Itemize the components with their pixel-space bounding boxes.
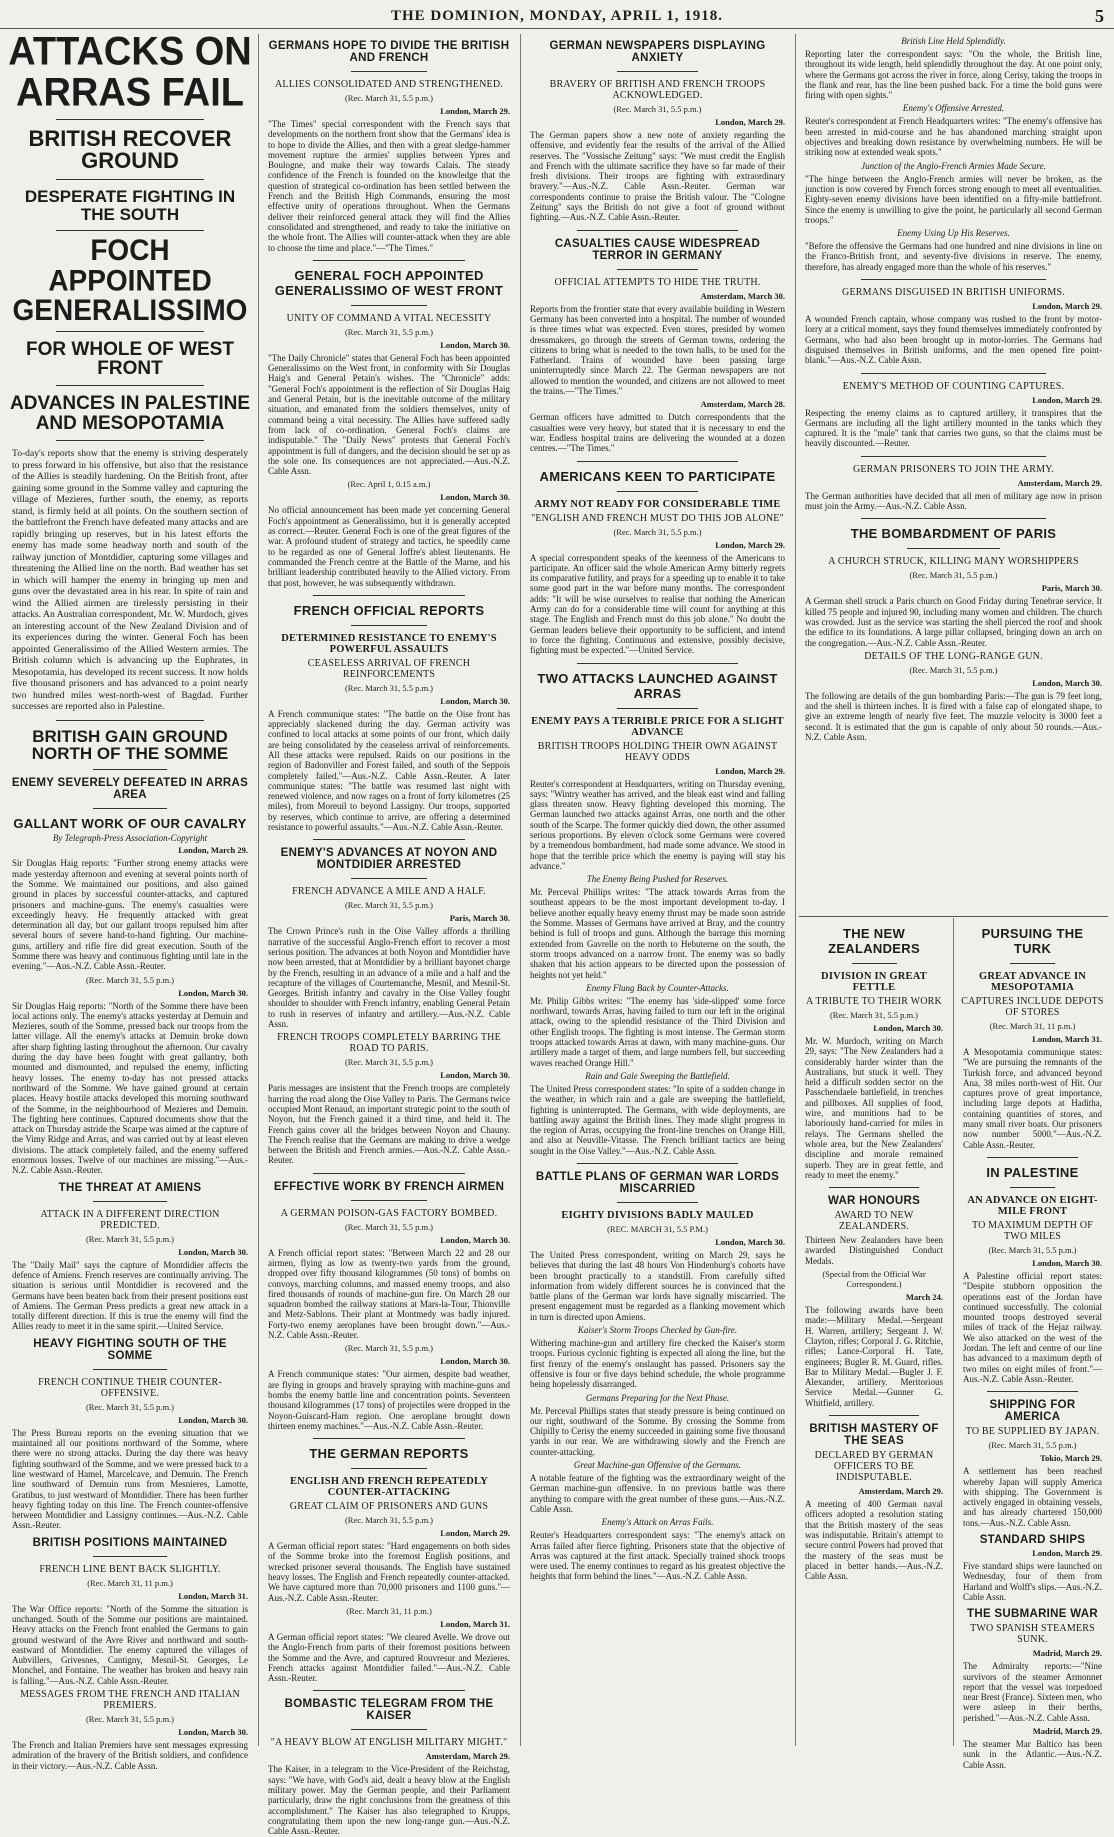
dateline: London, March 29. bbox=[440, 106, 510, 116]
dateline: Madrid, March 29. bbox=[1032, 1648, 1102, 1659]
headline-5: FOR WHOLE OF WEST FRONT bbox=[26, 338, 234, 380]
article-text: "The hinge between the Anglo-French armies will never be broken, as the junction is now covered by French forces strong enough to meet all eventualities. Eighty-seven enemy divisions have been identified on a fifty-mile battlefront. Since the enemy is unwilling to give the point, he particularly all second German troops." bbox=[805, 173, 1102, 225]
dateline: London, March 29. bbox=[715, 117, 785, 127]
received-line: (Rec. March 31, 5.5 p.m.) bbox=[344, 1343, 434, 1354]
subhead: A TRIBUTE TO THEIR WORK bbox=[806, 996, 942, 1007]
received-line: (Rec. March 31, 11 p.m.) bbox=[989, 1021, 1076, 1031]
headline-7: BRITISH GAIN GROUND NORTH OF THE SOMME bbox=[31, 726, 229, 763]
subhead: EIGHTY DIVISIONS BADLY MAULED bbox=[561, 1210, 754, 1221]
column-4b bbox=[957, 920, 1108, 1770]
article-text: A Mesopotamia communique states: "We are pursuing the remnants of the Turkish force, and advanced beyond Ana, 38 miles north-west of Hit. Our captures prove of great importance, including large depots at Haditha, containing quantities of stores, and many small river boats. Our prisoners now number 5000."—Aus.-N.Z. Cable Assn.-Reuter. bbox=[963, 1047, 1102, 1150]
headline-4: FOCH APPOINTED GENERALISSIMO bbox=[12, 233, 248, 327]
subhead: ATTACK IN A DIFFERENT DIRECTION PREDICTED. bbox=[40, 1208, 220, 1231]
headline-3: DESPERATE FIGHTING IN THE SOUTH bbox=[24, 187, 236, 224]
received-line: (Rec. March 31, 5.5 p.m.) bbox=[344, 326, 434, 337]
subhead: GREAT ADVANCE IN MESOPOTAMIA bbox=[978, 971, 1087, 993]
section-subhead: Rain and Gale Sweeping the Battlefield. bbox=[585, 1070, 730, 1081]
article-text: The Kaiser, in a telegram to the Vice-President of the Reichstag, says: "We have, with God's aid, dealt a heavy blow at the English military power. May the German people, and their Parliament particularly, draw the right conclusions from the greatness of this accomplishment." The Kaiser has also telegraphed to Krupps, congratulating them upon the new long-range gun.—Aus.-N.Z. Cable Assn.-Reuter. bbox=[268, 1764, 510, 1837]
subhead: FRENCH TROOPS COMPLETELY BARRING THE ROAD TO PARIS. bbox=[277, 1032, 501, 1055]
dateline: London, March 30. bbox=[178, 1727, 248, 1738]
dateline: London, March 29. bbox=[440, 1528, 510, 1539]
subhead: DECLARED BY GERMAN OFFICERS TO BE INDISPUTABLE. bbox=[814, 1450, 934, 1484]
headline-6: ADVANCES IN PALESTINE AND MESOPOTAMIA bbox=[10, 393, 250, 434]
article-text: A French communique states: "The battle on the Oise front has appreciably slackened during the day. German activity was confined to local attacks at some points of our front, which daily are being consolidated by the ceaseless arrival of reinforcements. All these attacks were repulsed. Raids on our positions in the region of Badonviller and Forest failed, and south of the Seppois completely failed."—Aus.-N.Z. Cable Assn.-Reuter. A later communique states: "The battle was resumed last night with renewed violence, and now rages on a front of forty kilometres (25 miles), from Moreuil to beyond Lassigny. Our troops, supported by reserves, which continue to arrive, are offering a determined resistance to powerful assaults."—Aus.-N.Z. Cable Assn.-Reuter. bbox=[268, 708, 510, 833]
subhead: DETERMINED RESISTANCE TO ENEMY'S POWERFUL ASSAULTS bbox=[281, 632, 497, 655]
article-text: The German authorities have decided that all men of military age now in prison must join the Army.—Aus.-N.Z. Cable Assn. bbox=[805, 490, 1102, 512]
headline: BRITISH MASTERY OF THE SEAS bbox=[809, 1423, 939, 1448]
subhead: "A HEAVY BLOW AT ENGLISH MILITARY MIGHT." bbox=[270, 1737, 508, 1749]
masthead-title: THE DOMINION, MONDAY, APRIL 1, 1918. bbox=[390, 8, 723, 24]
section-subhead: Germans Preparing for the Next Phase. bbox=[585, 1392, 730, 1403]
dateline: London, March 30. bbox=[440, 1356, 510, 1367]
subhead: GERMAN PRISONERS TO JOIN THE ARMY. bbox=[852, 463, 1055, 475]
section-subhead: The Enemy Being Pushed for Reserves. bbox=[586, 874, 729, 885]
dateline: London, March 31. bbox=[440, 1618, 510, 1629]
subhead: BRITISH POSITIONS MAINTAINED bbox=[32, 1536, 228, 1549]
dateline: London, March 30. bbox=[440, 339, 510, 350]
article-text: German officers have admitted to Dutch correspondents that the casualties were very heavy, but stated that it is necessary to end the war. Endless hospital trains are delivering the wounded at a dozen centres.—"The Times." bbox=[530, 412, 785, 454]
dateline: Madrid, March 29. bbox=[1032, 1725, 1102, 1736]
received-line: (Rec. March 31, 5.5 p.m.) bbox=[613, 104, 702, 114]
dateline: Amsterdam, March 29. bbox=[425, 1751, 510, 1762]
headline: AMERICANS KEEN TO PARTICIPATE bbox=[539, 468, 776, 484]
headline: FRENCH OFFICIAL REPORTS bbox=[293, 602, 485, 618]
received-line: (Rec. March 31, 5.5 p.m.) bbox=[988, 1244, 1077, 1255]
subhead: TO BE SUPPLIED BY JAPAN. bbox=[965, 1426, 1100, 1438]
section-subhead: Enemy Using Up His Reserves. bbox=[897, 228, 1010, 239]
article-text: A German shell struck a Paris church on Good Friday during Tenebrae service. It killed 75 people and injured 90, including many women and children. The church was crowded. Just as the service was starting the shell pierced the roof and shook the edifice to its foundations. A large pillar collapsed, bringing down an arch on the congregation.—Aus.-N.Z. Cable Assn.-Reuter. bbox=[805, 596, 1102, 648]
article-text: The United Press correspondent, writing on March 29, says he believes that during the last 48 hours Von Hindenburg's cohorts have been brought practically to a standstill. From carefully sifted information from widely different sources he is convinced that the battle plans of the German war lords have signally miscarried. The present engagement must be regarded as a flanking movement which in turn is directed upon Amiens. bbox=[530, 1250, 785, 1322]
article-text: Sir Douglas Haig reports: "Further strong enemy attacks were made yesterday afternoon and evening at several points north of the Somme. We maintained our positions, and also gained ground in places by successful counter-attacks, and captured prisoners and machine-guns. The enemy's casualties were exceedingly heavy. He frequently attacked with great determination all day, but our gallant troops repulsed him after several hours of severe hand-to-hand fighting. Our machine-guns, artillery and rifle fire did great execution. South of the Somme there was heavy and continuous fighting until late in the evening."—Aus.-N.Z. Cable Assn.-Reuter. bbox=[12, 858, 248, 972]
headline: GENERAL FOCH APPOINTED GENERALISSIMO OF WEST FRONT bbox=[274, 267, 504, 298]
subhead: ENEMY PAYS A TERRIBLE PRICE FOR A SLIGHT ADVANCE bbox=[531, 715, 784, 738]
subhead: THE THREAT AT AMIENS bbox=[58, 1181, 202, 1194]
subhead: ARMY NOT READY FOR CONSIDERABLE TIME bbox=[534, 498, 781, 510]
article-text: A Palestine official report states: "Despite stubborn opposition the operations east of the Jordan have continued successfully. The colonial mounted troops destroyed several miles of track of the Hejaz railway. We also attacked on the west of the Jordan. The left and centre of our line has advanced to a maximum depth of two miles on eight miles of front."—Aus.-N.Z. Cable Assn.-Reuter. bbox=[963, 1270, 1102, 1384]
headline: BATTLE PLANS OF GERMAN WAR LORDS MISCARRIED bbox=[535, 1171, 780, 1195]
subhead: AWARD TO NEW ZEALANDERS. bbox=[834, 1210, 914, 1233]
received-line: (Rec. March 31, 5.5 p.m.) bbox=[85, 1401, 175, 1412]
subhead: HEAVY FIGHTING SOUTH OF THE SOMME bbox=[33, 1337, 227, 1362]
headline: STANDARD SHIPS bbox=[979, 1534, 1086, 1547]
subhead: A CHURCH STRUCK, KILLING MANY WORSHIPPERS bbox=[828, 556, 1079, 568]
received-line: (Rec. March 31, 5.5 p.m.) bbox=[344, 93, 434, 103]
section-subhead: Enemy's Attack on Arras Fails. bbox=[601, 1517, 714, 1528]
headline: WAR HONOURS bbox=[827, 1195, 921, 1208]
received-line: (Rec. March 31, 5.5 p.m.) bbox=[85, 1714, 175, 1725]
article-text: Reuter's correspondent at Headquarters, writing on Thursday evening, says: "Wintry weather has arrived, and the bleak east wind and falling glass threaten snow. Heavy fighting developed this morning. The German launched two attacks against Arras, one north and the other south of the Scarpe. The former quickly died down, the other assumed serious proportions. By eleven o'clock some Germans were covered by a tremendous bombardment, had made some advance. We stood in hope that the terrible price which the enemy is paying will stay his advance." bbox=[530, 778, 785, 871]
article-text: A wounded French captain, whose company was rushed to the front by motor-lorry at a critical moment, says they found themselves immediately confronted by Germans, who had also been brought up in motor-lorries. The Germans had disguised themselves in British uniforms, and the men opened fire point-blank."—Aus.-N.Z. Cable Assn. bbox=[805, 314, 1102, 366]
masthead bbox=[0, 4, 1114, 29]
subhead: FRENCH ADVANCE A MILE AND A HALF. bbox=[292, 886, 486, 898]
column-rule bbox=[953, 918, 954, 1746]
headline: THE BOMBARDMENT OF PARIS bbox=[850, 526, 1057, 542]
article-text: A meeting of 400 German naval officers adopted a resolution stating that the British mastery of the seas was indisputable. Britain's attempt to secure control Powers had proved that the mastery of the seas must be placed in better hands.—Aus.-N.Z. Cable Assn. bbox=[805, 1499, 943, 1582]
article-text: No official announcement has been made yet concerning General Foch's appointment as Generalissimo, but it is generally accepted as correct.—Reuter. General Foch is one of the great figures of the war. A profound student of strategy and tactics, he speedily came to be regarded as one of General Joffre's ablest lieutenants. He commanded the French centre at the Battle of the Marne, and his brilliant leadership contributed heavily to the Allied victory. From that post, however, he was subsequently withdrawn. bbox=[268, 505, 510, 588]
dateline: London, March 30. bbox=[440, 695, 510, 706]
section-subhead: Kaiser's Storm Troops Checked by Gun-fire. bbox=[577, 1325, 738, 1336]
dateline: London, March 29. bbox=[1032, 394, 1102, 405]
received-line: (Rec. March 31, 11 p.m.) bbox=[87, 1577, 173, 1588]
article-text: The steamer Mar Baltico has been sunk in the Atlantic.—Aus.-N.Z. Cable Assn. bbox=[963, 1738, 1102, 1770]
article-text: Reuter's Headquarters correspondent says: "The enemy's attack on Arras failed after fierce fighting. Prisoners state that the objective of Arras was captured at the first attack. Specially trained shock troops were used. The enemy continues to regard as his greatest objective the heights that form behind the lines."—Aus.-N.Z. Cable Assn. bbox=[530, 1530, 785, 1582]
headline: ENEMY'S ADVANCES AT NOYON AND MONTDIDIER ARRESTED bbox=[280, 847, 498, 872]
section-subhead: Enemy Flung Back by Counter-Attacks. bbox=[586, 982, 729, 993]
article-text: Mr. Perceval Phillips writes: "The attack towards Arras from the southeast appears to be the most important development to-day. I believe another equally heavy enemy thrust may be made soon astride the Somme. Masses of Germans have arrived at Bray, and the country behind is full of troops and guns. Although the barrage this morning extended from Gavrelle on the north to Hebuterne on the south, the storm troops advanced on a narrow front. The enemy was so badly shaken that his action appears to be directed upon the possession of heights not yet held." bbox=[530, 887, 785, 980]
subhead: AN ADVANCE ON EIGHT-MILE FRONT bbox=[967, 1194, 1098, 1217]
article-text: Paris messages are insistent that the French troops are completely barring the road along the Oise Valley to Paris. The Germans twice occupied Mont Renaud, an important strategic point to the south of Noyon, but the French gained it a third time, and held it. The French gains cover all the bridges between Noyon and Chauny. The French realise that the Germans are making to drive a wedge between the British and French armies.—Aus.-N.Z. Cable Assn.-Reuter. bbox=[268, 1083, 510, 1166]
article-text: Mr. W. Murdoch, writing on March 29, says: "The New Zealanders had a considerably harder winter than the Australians, but stuck it well. They held a difficult sodden sector on the Passchendaele battlefield, in trenches and pillboxes. All supplies of food, wire, and munitions had to be laboriously hand-carried for miles in relays. The Germans shelled the whole area, but the New Zealanders' discipline and morale remained superb. They are in great fettle, and ready to meet the enemy." bbox=[805, 1036, 943, 1180]
headline: GERMANS HOPE TO DIVIDE THE BRITISH AND FRENCH bbox=[268, 40, 510, 64]
dateline: London, March 29. bbox=[715, 765, 785, 776]
subhead: GERMANS DISGUISED IN BRITISH UNIFORMS. bbox=[842, 287, 1065, 299]
dateline: London, March 31. bbox=[1032, 1034, 1102, 1044]
dateline: London, March 29. bbox=[1032, 301, 1102, 312]
dateline: London, March 30. bbox=[440, 1234, 510, 1245]
section-subhead: Great Machine-gun Offensive of the Germans. bbox=[573, 1460, 742, 1471]
dateline: March 24. bbox=[905, 1292, 943, 1303]
subhead: FRENCH LINE BENT BACK SLIGHTLY. bbox=[39, 1563, 221, 1575]
subhead: TWO SPANISH STEAMERS SUNK. bbox=[970, 1623, 1095, 1646]
headline: TWO ATTACKS LAUNCHED AGAINST ARRAS bbox=[537, 670, 778, 701]
dateline: Paris, March 30. bbox=[449, 913, 510, 924]
dateline: London, March 30. bbox=[178, 1246, 248, 1257]
subhead: FRENCH CONTINUE THEIR COUNTER-OFFENSIVE. bbox=[38, 1376, 222, 1399]
article-text: "The Times" special correspondent with the French says that developments on the northern front show that the Germans' idea is to hope to divide the Allies, and then with a great sledge-hammer movement rupture the armies' supplies between Ypres and Boulogne, and make their way towards Calais. The steady confidence of the French is founded on the knowledge that the question of strategical co-ordination has been settled between the French and the British High Commands, ensuring the most effective unity of operations throughout. When the Germans deliver their reinforced general attack they will find the Allies consolidated and strengthened, and ready to take the initiative on the whole front. The Allies will counter-attack when they are able to choose the time and place."—"The Times." bbox=[268, 119, 510, 253]
article-text: A notable feature of the fighting was the extraordinary weight of the German machine-gun offensive. In no previous battle was there anything to compare with the great number of these guns.—Aus.-N.Z. Cable Assn. bbox=[530, 1473, 785, 1514]
article-text: A settlement has been reached whereby Japan will supply America with shipping. The Government is actively engaged in obtaining vessels, and has already chartered 150,000 tons.—Aus.-N.Z. Cable Assn. bbox=[963, 1466, 1102, 1528]
article-text: The United Press correspondent states: "In spite of a sudden change in the weather, in which rain and a gale are sweeping the battlefield, fighting is uninterrupted. The Germans, with wide deployments, are battling away against the British lines. They made slight progress in the region of Arras, occupying the front-line trenches on Orange Hill, and also at Neuville-Vitasse. The French brilliant tactics are being sought in the Oise Valley."—Aus.-N.Z. Cable Assn. bbox=[530, 1083, 785, 1156]
article-text: A German official report states: "Hard engagements on both sides of the Somme broke into the foremost English positions, and wrecked prisoner several thousands. The English have sustained heavy losses. The English and French repeatedly counter-attacked. We have captured more than 70,000 prisoners and 1100 guns."—Aus.-N.Z. Cable Assn.-Reuter. bbox=[268, 1541, 510, 1603]
dateline: London, March 29. bbox=[178, 845, 248, 856]
article-text: A special correspondent speaks of the keenness of the Americans to participate. An officer said the whole American Army bitterly regrets its comparative futility, and prays for a speeding up to enable it to take some good part in the war before many months. The correspondent adds: "It will be wise ourselves to realise that nothing the American Army can do for a considerable time will count for anything at this stage. The English and French must do this job alone." No doubt the German leaders believe their opportunity to be sufficient, and intend to force the fighting. Continuous and extensive, possibly decisive, fighting must be expected."—United Service. bbox=[530, 552, 785, 656]
article-text: A German official report states: "We cleared Avelle. We drove out the Anglo-French from parts of their foremost positions between the Somme and the Avre, and captured Rouvresur and Mezieres. French attacks against Montdidier failed."—Aus.-N.Z. Cable Assn.-Reuter. bbox=[268, 1631, 510, 1684]
dateline: Paris, March 30. bbox=[1041, 583, 1102, 594]
column-1 bbox=[6, 29, 254, 1771]
headline: THE NEW ZEALANDERS bbox=[828, 926, 920, 956]
column-rule bbox=[258, 34, 259, 1746]
dateline: Amsterdam, March 29. bbox=[858, 1486, 943, 1497]
article-text: Thirteen New Zealanders have been awarded Distinguished Conduct Medals. bbox=[805, 1235, 943, 1266]
article-text: Five standard ships were launched on Wednesday, four of them from Harland and Wolff's slips.—Aus.-N.Z. Cable Assn. bbox=[963, 1561, 1102, 1602]
dateline: London, March 29. bbox=[1032, 1548, 1102, 1559]
article-text: Mr. Philip Gibbs writes: "The enemy has 'side-slipped' some force northward, towards Arras, having failed to turn our left in the original attack, owing to the splendid resistance of the Third Division and other English troops. The fighting is most intense. The German storm troops attacked towards Arras at dawn, with many machine-guns. Our artillery made a target of them, and large numbers fell, but succeeding waves reached Orange Hill." bbox=[530, 995, 785, 1068]
article-text: Reuter's correspondent at French Headquarters writes: "The enemy's offensive has been arrested in mid-course and he has abandoned marching straight upon objectives and breaking down resistance by overwhelming numbers. He will be striking now at extended weak spots." bbox=[805, 116, 1102, 158]
received-line: (Rec. April 1, 0.15 a.m.) bbox=[347, 479, 431, 490]
page-number: 5 bbox=[1095, 6, 1104, 26]
article-text: The following are details of the gun bombarding Paris:—The gun is 79 feet long, and the shell is thirteen inches. It is fired with a false cap of elongated shape, to give an extreme length of nearly five feet. The muzzle velocity is 3000 feet a second. It is estimated that the gun is capable of only about 50 rounds.—Aus.-N.Z. Cable Assn. bbox=[805, 690, 1102, 742]
section-subhead: British Line Held Splendidly. bbox=[901, 36, 1006, 46]
headline-2: BRITISH RECOVER GROUND bbox=[28, 125, 232, 173]
headline: GERMAN NEWSPAPERS DISPLAYING ANXIETY bbox=[549, 40, 766, 64]
dateline: Amsterdam, March 30. bbox=[700, 290, 785, 301]
subhead: GALLANT WORK OF OUR CAVALRY bbox=[13, 816, 247, 832]
headline: THE SUBMARINE WAR bbox=[967, 1608, 1098, 1621]
headline: SHIPPING FOR AMERICA bbox=[989, 1399, 1076, 1424]
received-line: (Rec. March 31, 5.5 p.m.) bbox=[909, 664, 998, 675]
dateline: London, March 30. bbox=[1032, 677, 1102, 688]
received-line: (Rec. March 31, 5.5 p.m.) bbox=[988, 1440, 1077, 1451]
dateline: London, March 30. bbox=[873, 1023, 943, 1033]
dateline: Tokio, March 29. bbox=[1040, 1453, 1102, 1464]
headline: THE GERMAN REPORTS bbox=[309, 1446, 469, 1462]
subhead: BRAVERY OF BRITISH AND FRENCH TROOPS ACKNOWLEDGED. bbox=[549, 79, 766, 101]
article-text: The Crown Prince's rush in the Oise Valley affords a thrilling narrative of the successful Anglo-French effort to recover a most serious position. The advances at both Noyon and Montdidier have now been arrested, that at Montdidier by a brilliant bayonet charge by the French, resulting in an advance of a mile and a half and the recapture of the villages of Courtemanche, Mesnil, and Mesnil-St. Georges. British infantry and cavalry in the Oise Valley fought shoulder to shoulder with French infantry, enabling General Petain to rush in reserves of infantry and artillery.—Aus.-N.Z. Cable Assn. bbox=[268, 926, 510, 1030]
article-text: The German papers show a new note of anxiety regarding the offensive, and evidently fear the results of the arrival of the Allied reserves. The "Vossische Zeitung" says: "We must credit the English and French with the ultimate sacrifice they have so far made of their fresh divisions. Their troops are fighting with extraordinary bravery."—Aus.-N.Z. Cable Assn.-Reuter. German war correspondents continue to praise the British valour. The "Cologne Zeitung" says the British do not give a foot of ground without fighting.—Aus.-N.Z. Cable Assn.-Reuter. bbox=[530, 130, 785, 223]
subhead: "ENGLISH AND FRENCH MUST DO THIS JOB ALONE" bbox=[531, 512, 784, 524]
subhead: MESSAGES FROM THE FRENCH AND ITALIAN PREMIERS. bbox=[20, 1689, 240, 1712]
subhead: CEASELESS ARRIVAL OF FRENCH REINFORCEMENTS bbox=[307, 657, 471, 680]
headline: EFFECTIVE WORK BY FRENCH AIRMEN bbox=[273, 1180, 505, 1193]
article-text: Withering machine-gun and artillery fire checked the Kaiser's storm troops. Furious cyclonic fighting is expected all along the line, but the first frenzy of the enemy's onslaught has passed. Prisoners say the offensive is four or five days behind schedule, the whole programme being hopelessly disarranged. bbox=[530, 1338, 785, 1390]
received-line: (Rec. March 31, 5.5 p.m.) bbox=[344, 1221, 434, 1232]
dateline: London, March 30. bbox=[715, 1237, 785, 1247]
section-subhead: Junction of the Anglo-French Armies Made Secure. bbox=[861, 160, 1046, 171]
dateline: London, March 30. bbox=[440, 1070, 510, 1081]
dateline: London, March 30. bbox=[440, 492, 510, 503]
column-rule bbox=[795, 34, 796, 1746]
received-line: (Rec. March 31, 11 p.m.) bbox=[346, 1605, 432, 1616]
received-line: (Rec. March 31, 5.5 p.m.) bbox=[829, 1010, 919, 1020]
article-text: The French and Italian Premiers have sent messages expressing admiration of the bravery of the British soldiers, and confidence in their victory.—Aus.-N.Z. Cable Assn. bbox=[12, 1740, 248, 1771]
article-text: Mr. Perceval Phillips states that steady pressure is being continued on our right, southward of the Somme. By crossing the Somme from Chipilly to Cerisy the enemy succeeded in gaining some five thousand yards in our rear. We are withdrawing slowly and the French are counter-attacking. bbox=[530, 1405, 785, 1457]
dateline: London, March 29. bbox=[715, 539, 785, 550]
subhead: A GERMAN POISON-GAS FACTORY BOMBED. bbox=[280, 1207, 498, 1219]
dateline: Amsterdam, March 29. bbox=[1017, 477, 1102, 488]
subhead: OFFICIAL ATTEMPTS TO HIDE THE TRUTH. bbox=[554, 276, 761, 288]
article-text: A French communique states: "Our airmen, despite bad weather, are flying in groups and bravely spraying with machine-guns and bombs the enemy battle line and concentration points. Seventeen thousand kilogrammes (17 tons) of projectiles were dropped in the Noyon-Guiscard-Ham region. One aeroplane brought down thirteen enemy machines."—Aus.-N.Z. Cable Assn.-Reuter. bbox=[268, 1369, 510, 1431]
column-2 bbox=[262, 34, 516, 1837]
article-text: The War Office reports: "North of the Somme the situation is unchanged. South of the Somme our positions are maintained. Heavy attacks on the French front enabled the Germans to gain ground westward of the Avre River and northward and south-eastward of Montdidier. The enemy captured the villages of Aubvillers, Grivesnes, Cantigny, Mesnil-St. Georges, Le Monchel, and Fontaine. The weather has broken and heavy rain is falling."—Aus.-N.Z. Cable Assn.-Reuter. bbox=[12, 1603, 248, 1686]
received-line: (REC. MARCH 31, 5.5 P.M.) bbox=[607, 1224, 708, 1234]
dateline: London, March 31. bbox=[178, 1590, 248, 1601]
subhead: ENEMY SEVERELY DEFEATED IN ARRAS AREA bbox=[11, 777, 249, 802]
subhead: CAPTURES INCLUDE DEPOTS OF STORES bbox=[961, 996, 1104, 1018]
article-text: Reports from the frontier state that every available building in Western Germany has been converted into a hospital. The number of wounded is three times what was expected. Even stores, presided by women dressmakers, go through the streets of German towns, ordering the citizens to bring what is needed to the town halls, to be used for the Fatherland. Trains of wounded have been passing large uninterruptedly since March 22. The German newspapers are not allowed to mention the wounded, and citizens are not allowed to meet the trains.—"The Times." bbox=[530, 303, 785, 397]
article-text: Sir Douglas Haig reports: "North of the Somme there have been local actions only. The enemy's attacks yesterday at Demuin and Mezieres, south of the Somme, pressed back our troops from the latter village. All the enemy's attacks at Demuin broke down after sharp fighting lasting throughout the afternoon. Our cavalry during the day have been fought with great gallantry, both mounted and dismounted, and repulsed the enemy, inflicting heavy losses. The enemy to-day has not pressed attacks northward of the Somme. We have gained ground at certain places. Heavy hostile attacks developed this morning southward of the Somme, in the neighbourhood of Mezieres and Demuin. The fighting here continues. Captured documents show that the attack on Thursday astride the Scarpe was aimed at the capture of the Vimy Ridge and Arras, and was carried out by at least eleven divisions. The attack completely failed, and the enemy suffered enormous losses. Twelve of our machines are missing."—Aus.-N.Z. Cable Assn.-Reuter. bbox=[12, 1000, 248, 1176]
subhead: TO MAXIMUM DEPTH OF TWO MILES bbox=[971, 1219, 1094, 1242]
subhead: BRITISH TROOPS HOLDING THEIR OWN AGAINST HEAVY ODDS bbox=[537, 740, 778, 763]
dateline: London, March 30. bbox=[178, 1414, 248, 1425]
subhead: GREAT CLAIM OF PRISONERS AND GUNS bbox=[289, 1501, 489, 1513]
column-3 bbox=[524, 34, 791, 1746]
received-line: (Rec. March 31, 5.5 p.m.) bbox=[613, 526, 702, 537]
received-line: (Rec. March 31, 5.5 p.m.) bbox=[85, 1233, 175, 1244]
received-line: (Rec. March 31, 5.5 p.m.) bbox=[85, 974, 175, 985]
section-rule bbox=[799, 916, 1108, 917]
dateline: Amsterdam, March 28. bbox=[700, 399, 785, 410]
headline: IN PALESTINE bbox=[986, 1164, 1079, 1180]
article-text: A French official report states: "Between March 22 and 28 our airmen, flying as low as twenty-two yards from the ground, dropped over fifty thousand kilogrammes (50 tons) of bombs on convoys, marching columns, and massed enemy troops, and also fired thousands of rounds of machine-gun fire. On March 28 our squadron bombed the railway stations at Mars-la-Tour, Thionville and Metz-Sablons. Their plant at Montmedy was badly injured. Forty-two enemy aeroplanes have been brought down."—Aus.-N.Z. Cable Assn.-Reuter. bbox=[268, 1247, 510, 1341]
headline: CASUALTIES CAUSE WIDESPREAD TERROR IN GERMANY bbox=[554, 237, 761, 262]
subhead: ENGLISH AND FRENCH REPEATEDLY COUNTER-ATTACKING bbox=[289, 1476, 489, 1499]
headline: BOMBASTIC TELEGRAM FROM THE KAISER bbox=[284, 1698, 494, 1723]
article-text: The "Daily Mail" says the capture of Montdidier affects the defence of Amiens. French reserves are continually arriving. The situation is serious until Montdidier is recovered and the Germans have been beaten back from their present positions east of Amiens. The German Press predicts a great new attack in a totally different direction. If this is true the enemy will find the Allies ready to meet it in the same spirit.—United Service. bbox=[12, 1259, 248, 1332]
subhead: ALLIES CONSOLIDATED AND STRENGTHENED. bbox=[275, 79, 503, 90]
subhead: ENEMY'S METHOD OF COUNTING CAPTURES. bbox=[842, 380, 1065, 392]
received-line: (Rec. March 31, 5.5 p.m.) bbox=[344, 682, 434, 693]
article-text: Respecting the enemy claims as to captured artillery, it transpires that the Germans are including all the light artillery mounted in the tanks which they captured. It is the "male" tank that carries two guns, so that the claims must be heavily discounted.—Reuter. bbox=[805, 407, 1102, 449]
subhead: DETAILS OF THE LONG-RANGE GUN. bbox=[864, 650, 1043, 662]
received-line: (Special from the Official War Correspondent.) bbox=[822, 1269, 926, 1290]
article-text: The following awards have been made:—Military Medal.—Sergeant H. Warren, artillery; Sergeant J. W. Clayton, rifles; Corporal J. G. Ritchie, rifles; Lance-Corporal H. Tate, engineers; Bugler R. M. Guard, rifles. Bar to Military Medal.—Bugler J. F. Alexander, artillery. Meritorious Service Medal.—Gunner G. Whitfield, artillery. bbox=[805, 1305, 943, 1408]
subhead: DIVISION IN GREAT FETTLE bbox=[821, 971, 927, 993]
headline: PURSUING THE TURK bbox=[981, 926, 1084, 956]
received-line: (Rec. March 31, 5.5 p.m.) bbox=[344, 1057, 434, 1068]
column-rule bbox=[520, 34, 521, 1746]
dateline: London, March 30. bbox=[1032, 1257, 1102, 1268]
received-line: (Rec. March 31, 5.5 p.m.) bbox=[909, 570, 998, 581]
dateline: London, March 30. bbox=[178, 987, 248, 998]
article-text: "Before the offensive the Germans had one hundred and nine divisions in line on the Franco-British front, and seventy-five divisions in reserve. The enemy, therefore, has already engaged more than the whole of his reserves." bbox=[805, 241, 1102, 272]
headline-main: ATTACKS ON ARRAS FAIL bbox=[8, 29, 252, 115]
article-text: Reporting later the correspondent says: "On the whole, the British line, throughout its wide length, held splendidly throughout the day. At one point only, where the Germans got across the river in force, along Cerisy, taking the troops in the flank and rear, has the line been pushed back. For a time the bold guns were firing with open sights." bbox=[805, 49, 1102, 101]
article-text: "The Daily Chronicle" states that General Foch has been appointed Generalissimo on the West front, in conformity with Sir Douglas Haig's and General Petain's wishes. The "Chronicle" adds: "General Foch's appointment is the reflection of Sir Douglas Haig and General Petain, but is the inevitable outcome of the military situation, and emanated from the soldiers themselves, unity of command being a vital necessity. The Allies have suffered sadly from lack of co-ordination. General Foch's claims are indisputable." The "Daily News" protests that General Foch's appointment is full of dangers, and the decision should be set up as the sole one. Its consequences are not appreciated.—Aus.-N.Z. Cable Assn. bbox=[268, 352, 510, 477]
news-summary: To-day's reports show that the enemy is striving desperately to press forward in his offensive, but also that the resistance of the Allies is steadily hardening. On the British front, after gaining some ground in the Somme valley and capturing the village of Mezieres, further south, the enemy, as reports stand, is firmly held at all points. On the southern section of the battlefront the French have defeated many attacks and are rapidly bringing up reserves, but in his latest efforts the enemy has made some headway north and south of the railway junction of Montdidier, capturing some villages and threatening the Allied line on the north. Bad weather has set in which will hamper the enemy in bringing up men and guns over the devastated area in his rear. In spite of rain and wind the Allied airmen are tirelessly persisting in their attacks. An Australian correspondent, Mr. W. Murdoch, gives an interesting account of the New Zealand Division and of its experiences during the winter. General Foch has been appointed Generalissimo of the Allied Western armies. The British column which is advancing up the Euphrates, in Mesopotamia, has developed its recent success. It now holds five thousand prisoners and has advanced to a point nearly two hundred miles west-north-west of Bagdad. Further successes are reported also in Palestine. bbox=[12, 448, 248, 713]
article-text: The Admiralty reports:—"Nine survivors of the steamer Armonnet report that the vessel was torpedoed near Brest (France). Sixteen men, who were asleep in their berths, perished."—Aus.-N.Z. Cable Assn. bbox=[963, 1661, 1102, 1723]
subhead: UNITY OF COMMAND A VITAL NECESSITY bbox=[286, 312, 492, 324]
column-4a bbox=[799, 920, 949, 1746]
byline: By Telegraph-Press Association-Copyright bbox=[52, 833, 208, 844]
received-line: (Rec. March 31, 5.5 p.m.) bbox=[344, 900, 434, 911]
received-line: (Rec. March 31, 5.5 p.m.) bbox=[344, 1515, 434, 1526]
column-4-top bbox=[799, 34, 1108, 914]
article-text: The Press Bureau reports on the evening situation that we maintained all our positions northward of the Somme, where there were no strong attacks. During the day there was heavy fighting southward of the Somme, and we were pressed back to a line westward of Hamel, Marcelcave, and Demuin. The French line southward of Demuin runs from Mesnieres, Lamotte, Gratibus, to just westward of Montdidier. There has been further heavy fighting today on this line. The French counter-offensive between Montdidier and Lassigny continues.—Aus.-N.Z. Cable Assn.-Reuter. bbox=[12, 1427, 248, 1531]
section-subhead: Enemy's Offensive Arrested. bbox=[902, 103, 1005, 114]
